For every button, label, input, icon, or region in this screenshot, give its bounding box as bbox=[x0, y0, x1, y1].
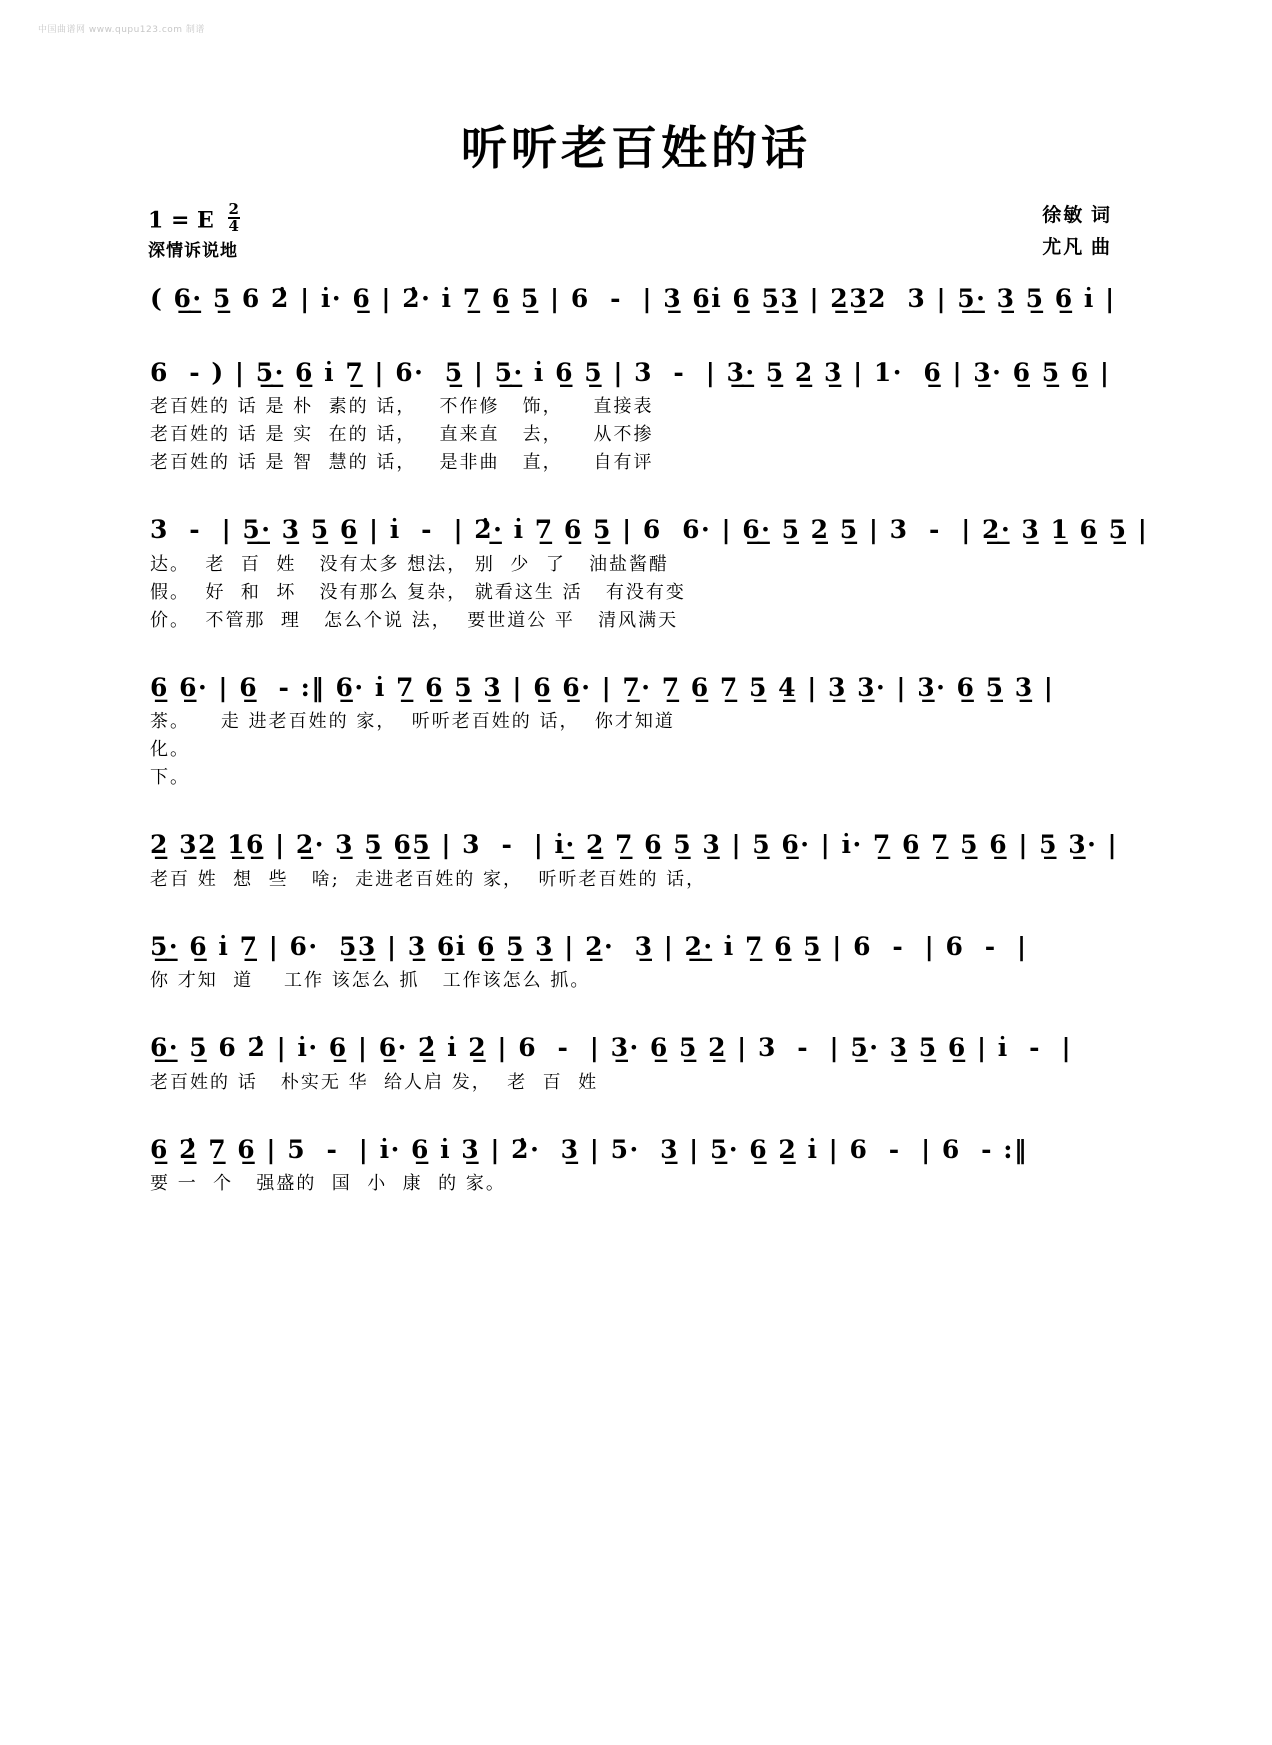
lyric-line: 价。 不管那 理 怎么个说 法， 要世道公 平 清风满天 bbox=[150, 609, 679, 631]
lyric-line: 老百 姓 想 些 啥; 走进老百姓的 家， 听听老百姓的 话， bbox=[150, 868, 707, 890]
lyric-line: 要 一 个 强盛的 国 小 康 的 家。 bbox=[150, 1173, 506, 1194]
composer-credit: 尤凡 曲 bbox=[1042, 237, 1112, 259]
lyric-line: 化。 bbox=[150, 739, 190, 760]
lyric-line: 假。 好 和 坏 没有那么 复杂， 就看这生 活 有没有变 bbox=[150, 581, 686, 603]
credits bbox=[1042, 200, 1112, 265]
time-signature-denominator: 4 bbox=[228, 217, 239, 236]
score-system-4 bbox=[0, 669, 1272, 791]
key-signature-text: 1 = E bbox=[148, 207, 214, 234]
expression-marking: 深情诉说地 bbox=[148, 241, 238, 260]
time-signature bbox=[228, 202, 240, 235]
system-spacer bbox=[0, 324, 1272, 354]
notation-line: 2̲ 3̲2̲ 1̲6̲ | 2̲· 3̲ 5̲ 6̲5̲ | 3 - | i̇·̲ 2̲ 7̲ 6̲ 5̲ 3̲ | 5̲ 6̲· | i̇· 7̲ 6̲ 7̲ 5̲ 6̲ | 5̲ 3̲· | bbox=[150, 830, 1119, 859]
system-spacer bbox=[0, 481, 1272, 511]
score-system-1 bbox=[0, 280, 1272, 318]
score-system-8 bbox=[0, 1131, 1272, 1197]
notation-line: 3 - | 5̲·̲ 3̲ 5̲ 6̲ | i̇ - | 2̇·̲ i̇ 7̲ 6̲ 5̲ | 6 6· | 6̲·̲ 5̲ 2̲ 5̲ | 3 - | 2̲·̲ 3̲ 1̲ 6̲ 5̲ | bbox=[150, 515, 1149, 544]
system-spacer bbox=[0, 1101, 1272, 1131]
notation-line: 5̲·̲ 6̲ i̇ 7̲ | 6· 5̲3̲ | 3̲ 6̲i̇ 6̲ 5̲ 3̲ | 2̲· 3̲ | 2̲·̲ i̇ 7̲ 6̲ 5̲ | 6 - | 6 - | bbox=[150, 931, 1028, 961]
score-metadata bbox=[0, 200, 1272, 274]
lyric-line: 老百姓的 话 是 实 在的 话， 直来直 去， 从不掺 bbox=[150, 424, 654, 445]
lyric-line: 下。 bbox=[150, 767, 190, 788]
page-title: 听听老百姓的话 bbox=[461, 121, 811, 175]
lyric-line: 老百姓的 话 是 朴 素的 话， 不作修 饰， 直接表 bbox=[150, 396, 654, 417]
lyricist-credit: 徐敏 词 bbox=[1042, 205, 1112, 226]
system-spacer bbox=[0, 999, 1272, 1029]
score-system-2 bbox=[0, 354, 1272, 476]
watermark-text: 中国曲谱网 www.qupu123.com 制谱 bbox=[38, 25, 205, 35]
score-system-7 bbox=[0, 1029, 1272, 1095]
system-spacer bbox=[0, 796, 1272, 826]
system-spacer bbox=[0, 639, 1272, 669]
lyric-line: 老百姓的 话 朴实无 华 给人启 发， 老 百 姓 bbox=[150, 1071, 599, 1093]
score-body bbox=[0, 280, 1272, 1196]
lyric-line: 茶。 走 进老百姓的 家， 听听老百姓的 话， 你才知道 bbox=[150, 711, 675, 732]
notation-line: 6̲ 6̲· | 6̲ - :‖ 6̲· i̇ 7̲ 6̲ 5̲ 3̲ | 6̲ 6̲· | 7̲· 7̲ 6̲ 7̲ 5̲ 4̲ | 3̲ 3̲· | 3̲· 6̲ 5̲ 3̲ | bbox=[150, 672, 1055, 702]
key-signature bbox=[148, 202, 240, 235]
score-system-3 bbox=[0, 511, 1272, 633]
notation-line: 6 - ) | 5̲·̲ 6̲ i̇ 7̲ | 6· 5̲ | 5̲·̲ i̇ 6̲ 5̲ | 3 - | 3̲·̲ 5̲ 2̲ 3̲ | 1· 6̲ | 3̲· 6̲ 5̲ 6̲ | bbox=[150, 357, 1111, 387]
time-signature-numerator: 2 bbox=[228, 200, 239, 218]
system-spacer bbox=[0, 898, 1272, 928]
notation-line: 6̲ 2̲̇ 7̲ 6̲ | 5 - | i̇· 6̲ i̇ 3̲ | 2̇· 3̲ | 5· 3̲ | 5̲· 6̲ 2̲ i̇ | 6 - | 6 - :‖ bbox=[150, 1134, 1028, 1164]
score-system-5 bbox=[0, 826, 1272, 892]
lyric-line: 老百姓的 话 是 智 慧的 话， 是非曲 直， 自有评 bbox=[150, 452, 654, 473]
score-system-6 bbox=[0, 928, 1272, 994]
notation-line: ( 6̲·̲ 5̲ 6 2̇ | i̇· 6̲ | 2̇· i̇ 7̲ 6̲ 5̲ | 6 - | 3̲ 6̲i̇ 6̲ 5̲3̲ | 2̲3̲2 3 | 5̲·̲ 3̲ 5̲ 6̲ i̇ | bbox=[150, 284, 1116, 313]
lyric-line: 你 才知 道 工作 该怎么 抓 工作该怎么 抓。 bbox=[150, 970, 591, 991]
lyric-line: 达。 老 百 姓 没有太多 想法， 别 少 了 油盐酱醋 bbox=[150, 553, 669, 575]
notation-line: 6̲·̲ 5̲ 6 2̇ | i̇· 6̲ | 6̲· 2̲̇ i̇ 2̲ | 6 - | 3̲· 6̲ 5̲ 2̲ | 3 - | 5̲· 3̲ 5̲ 6̲ | i̇ - | bbox=[150, 1033, 1073, 1062]
